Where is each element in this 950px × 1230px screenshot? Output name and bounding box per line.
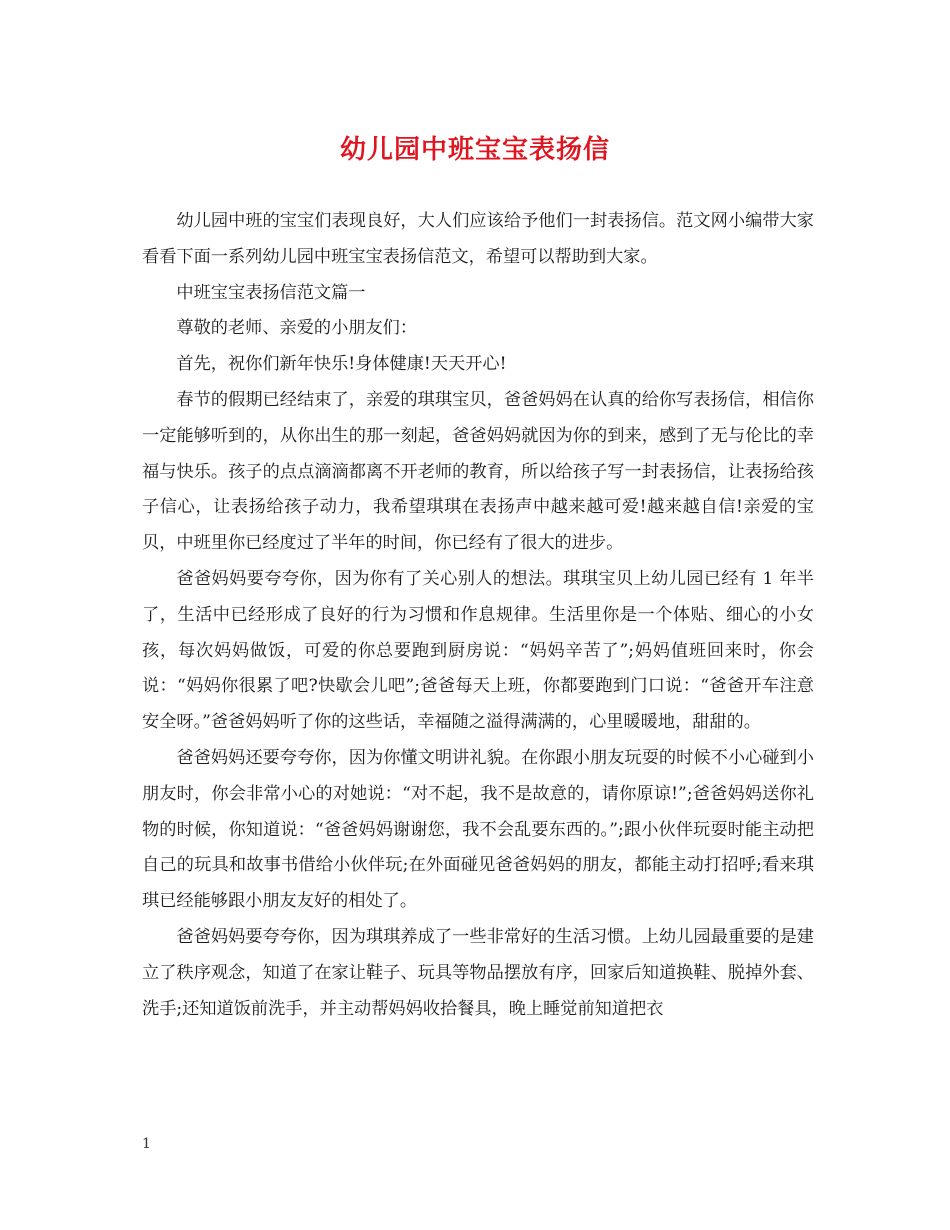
paragraph-section-heading: 中班宝宝表扬信范文篇一: [176, 282, 366, 303]
paragraph-body-1: 春节的假期已经结束了，亲爱的琪琪宝贝，爸爸妈妈在认真的给你写表扬信，相信你一定能够听到的，从你出生的那一刻起，爸爸妈妈就因为你的到来，感到了无与伦比的幸福与快乐。孩子的点点滴滴都离不开老师的教育，所以给孩子写一封表扬信，让表扬给孩子信心，让表扬给孩子动力，我希望琪琪在表扬声中越来越可爱!越来越自信!亲爱的宝贝，中班里你已经度过了半年的时间，你已经有了很大的进步。: [142, 389, 814, 554]
paragraph-intro: 幼儿园中班的宝宝们表现良好，大人们应该给予他们一封表扬信。范文网小编带大家看看下面一系列幼儿园中班宝宝表扬信范文，希望可以帮助到大家。: [142, 211, 814, 267]
paragraph-body-3: 爸爸妈妈还要夸夸你，因为你懂文明讲礼貌。在你跟小朋友玩耍的时候不小心碰到小朋友时，你会非常小心的对她说：“对不起，我不是故意的，请你原谅!”;爸爸妈妈送你礼物的时候，你知道说：“爸爸妈妈谢谢您，我不会乱要东西的。”;跟小伙伴玩耍时能主动把自己的玩具和故事书借给小伙伴玩;在外面碰见爸爸妈妈的朋友，都能主动打招呼;看来琪琪已经能够跟小朋友友好的相处了。: [142, 747, 814, 912]
page-number: 1: [142, 1136, 151, 1152]
paragraph-greeting: 首先，祝你们新年快乐!身体健康!天天开心!: [176, 354, 507, 375]
paragraph-salutation: 尊敬的老师、亲爱的小朋友们：: [176, 318, 418, 339]
paragraph-body-2: 爸爸妈妈要夸夸你，因为你有了关心别人的想法。琪琪宝贝上幼儿园已经有 1 年半了，生活中已经形成了良好的行为习惯和作息规律。生活里你是一个体贴、细心的小女孩，每次妈妈做饭，可爱的你总要跑到厨房说：“妈妈辛苦了”;妈妈值班回来时，你会说：“妈妈你很累了吧?快歇会儿吧”;爸爸每天上班，你都要跑到门口说：“爸爸开车注意安全呀。”爸爸妈妈听了你的这些话，幸福随之溢得满满的，心里暖暖地，甜甜的。: [142, 568, 814, 733]
document-body: [142, 204, 814, 1027]
paragraph-body-4: 爸爸妈妈要夸夸你，因为琪琪养成了一些非常好的生活习惯。上幼儿园最重要的是建立了秩序观念，知道了在家让鞋子、玩具等物品摆放有序，回家后知道换鞋、脱掉外套、洗手;还知道饭前洗手，并主动帮妈妈收拾餐具，晚上睡觉前知道把衣: [142, 926, 814, 1019]
document-title: 幼儿园中班宝宝表扬信: [339, 135, 610, 165]
